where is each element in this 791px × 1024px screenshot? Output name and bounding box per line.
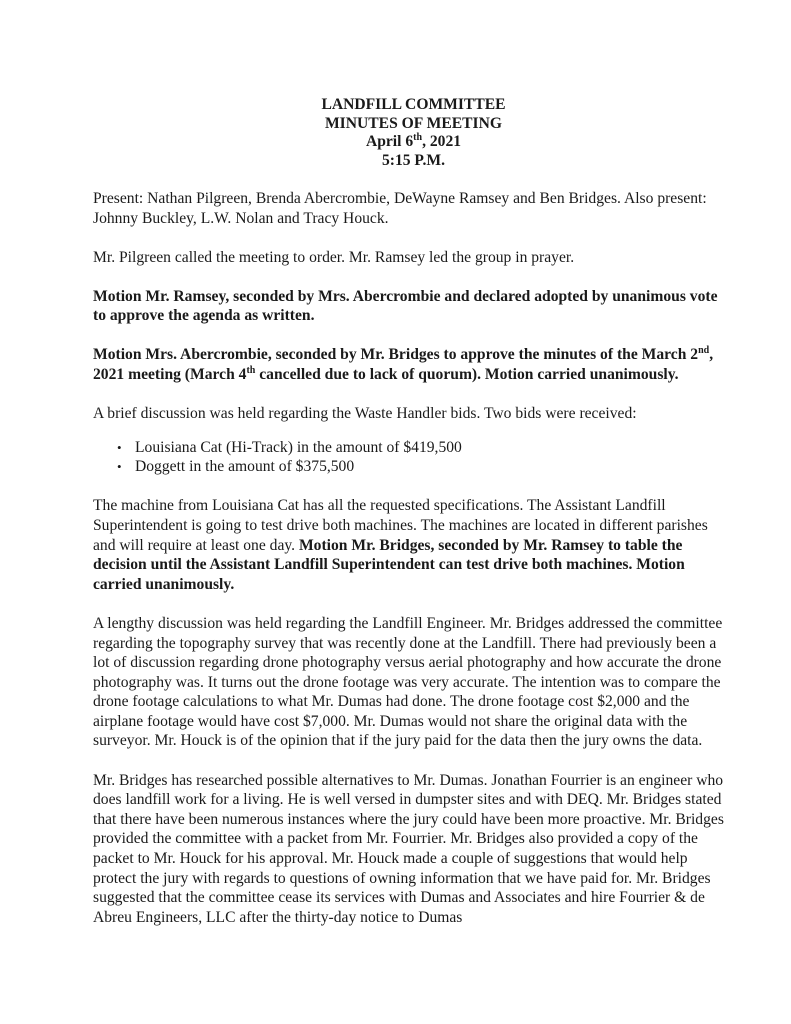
committee-title: LANDFILL COMMITTEE [321,96,506,113]
alternatives-paragraph: Mr. Bridges has researched possible alternatives to Mr. Dumas. Jonathan Fourrier is an engineer who does landfill work for a living. He is well versed in dumpster sites and with DEQ. Mr. Bridges stated that there have been numerous instances where the jury could have been more proactive. Mr. Bridges provided the committee with a packet from Mr. Fourrier. Mr. Bridges also provided a copy of the packet to Mr. Houck for his approval. Mr. Houck made a couple of suggestions that would help protect the jury with regards to questions of owning information that we have paid for. Mr. Bridges suggested that the committee cease its services with Dumas and Associates and hire Fourrier & de Abreu Engineers, LLC after the thirty-day notice to Dumas [93,771,724,926]
bids-intro-paragraph: A brief discussion was held regarding the Waste Handler bids. Two bids were received: [93,405,637,423]
bullet-icon: • [117,459,122,475]
engineer-paragraph: A lengthy discussion was held regarding the Landfill Engineer. Mr. Bridges addressed the committee regarding the topography survey that was recently done at the Landfill. There had previously been a lot of discussion regarding drone photography versus aerial photography and how accurate the drone photography was. It turns out the drone footage was very accurate. The intention was to compare the drone footage calculations to what Mr. Dumas had done. The drone footage cost $2,000 and the airplane footage would have cost $7,000. Mr. Dumas would not share the original data with the surveyor. Mr. Houck is of the opinion that if the jury paid for the data then the jury owns the data. [93,614,723,750]
document-header [93,96,734,170]
agenda-motion: Motion Mr. Ramsey, seconded by Mrs. Abercrombie and declared adopted by unanimous vote to approve the agenda as written. [93,287,718,325]
meeting-date: April 6th, 2021 [365,132,462,150]
machine-paragraph: The machine from Louisiana Cat has all the requested specifications. The Assistant Landfill Superintendent is going to test drive both machines. The machines are located in different parishes and will require at least one day. Motion Mr. Bridges, seconded by Mr. Ramsey to table the decision until the Assistant Landfill Superintendent can test drive both machines. Motion carried unanimously. [93,497,708,593]
bids-list [93,438,734,477]
meeting-time: 5:15 P.M. [381,151,446,169]
call-to-order-paragraph: Mr. Pilgreen called the meeting to order. Mr. Ramsey led the group in prayer. [93,248,575,266]
list-item: • Doggett in the amount of $375,500 [117,458,355,476]
machine-motion: Motion Mr. Bridges, seconded by Mr. Ramsey to table the decision until the Assistant Landfill Superintendent can test drive both machines. Motion carried unanimously. [93,536,685,593]
attendance-paragraph: Present: Nathan Pilgreen, Brenda Abercrombie, DeWayne Ramsey and Ben Bridges. Also present: Johnny Buckley, L.W. Nolan and Tracy Houck. [93,190,707,227]
minutes-title: MINUTES OF MEETING [324,114,503,132]
list-item: • Louisiana Cat (Hi-Track) in the amount of $419,500 [117,438,462,456]
minutes-motion: Motion Mrs. Abercrombie, seconded by Mr. Bridges to approve the minutes of the March 2nd, 2021 meeting (March 4th cancelled due to lack of quorum). Motion carried unanimously. [93,345,714,384]
bullet-icon: • [117,439,122,455]
